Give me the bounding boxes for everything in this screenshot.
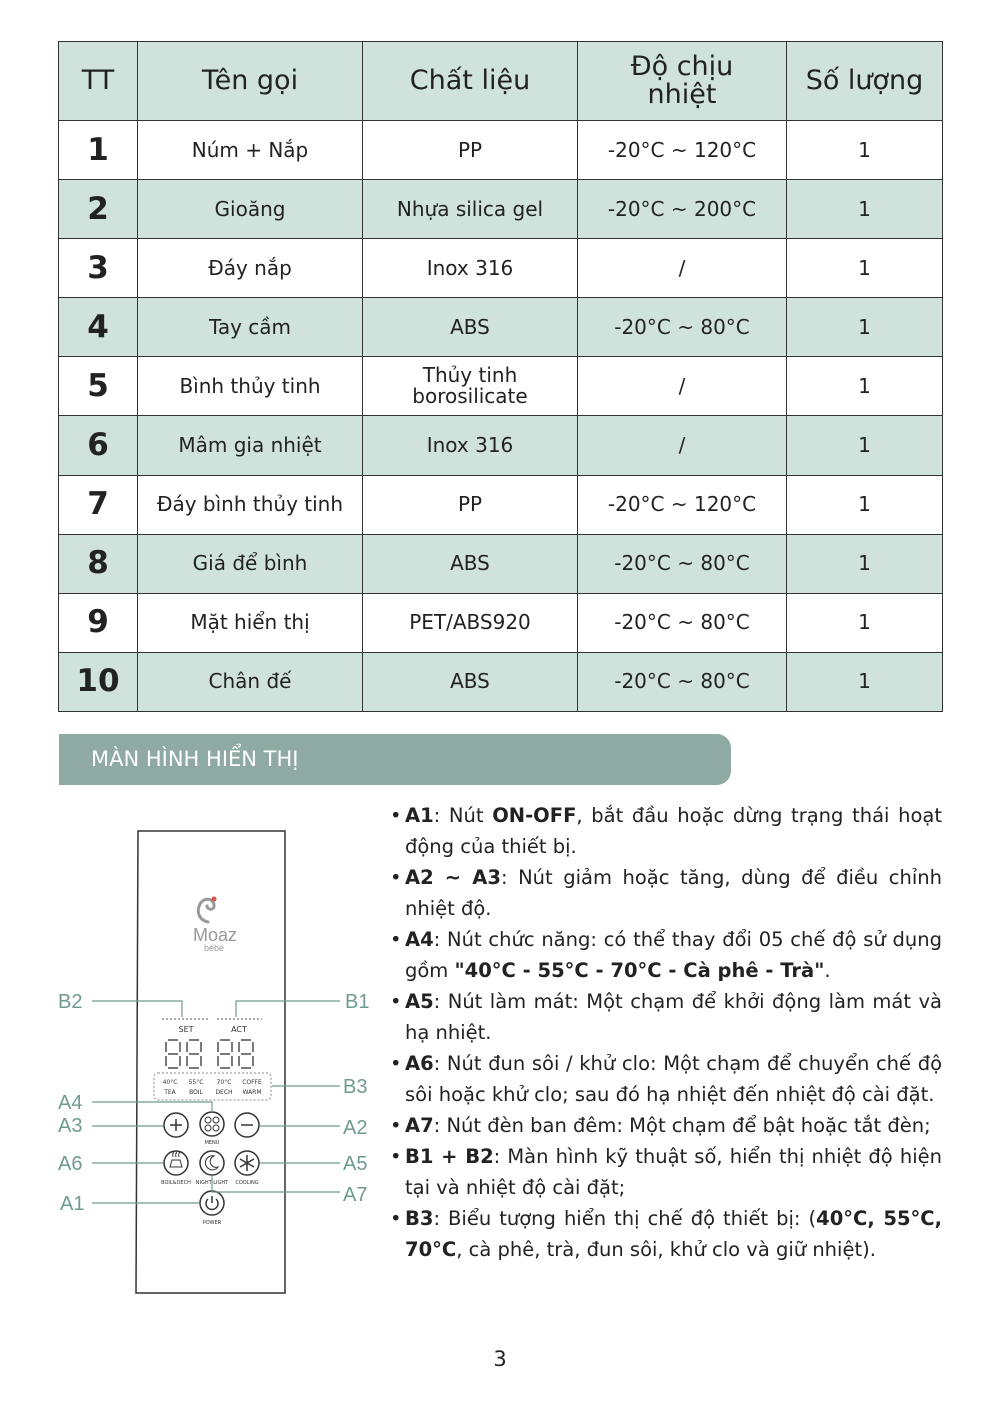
mode-label: DECH (215, 1089, 233, 1096)
callout-a1: A1 (60, 1193, 85, 1215)
text: : Nút chức năng: có thể thay đổi 05 chế độ sử dụng gồm (405, 928, 942, 982)
bold-text: A1 (405, 804, 434, 827)
table-row (59, 180, 943, 239)
function-list (388, 800, 942, 1265)
function-item (388, 1048, 942, 1110)
table-row (59, 652, 943, 711)
cell-material: PP (363, 121, 578, 180)
text: : Nút đun sôi / khử clo: Một chạm để chuyển chế độ sôi hoặc khử clo; sau đó hạ nhiệt đến nhiệt độ cài đặt. (405, 1052, 942, 1106)
power-label: POWER (202, 1220, 222, 1226)
menu-icon[interactable] (200, 1112, 224, 1136)
header-name: Tên gọi (138, 42, 363, 121)
cell-heat: -20°C ~ 80°C (578, 534, 787, 593)
mode-label: TEA (164, 1089, 176, 1096)
table-row (59, 357, 943, 416)
cell-name: Giá để bình (138, 534, 363, 593)
cell-tt: 9 (59, 593, 138, 652)
increase-button[interactable] (164, 1113, 188, 1137)
cell-heat: -20°C ~ 80°C (578, 593, 787, 652)
bold-text: "40°C - 55°C - 70°C - Cà phê - Trà" (454, 959, 825, 982)
cell-name: Tay cầm (138, 298, 363, 357)
cell-qty: 1 (787, 593, 943, 652)
callout-a2: A2 (343, 1117, 368, 1139)
cell-material: PET/ABS920 (363, 593, 578, 652)
callout-a3: A3 (58, 1115, 83, 1137)
cell-qty: 1 (787, 416, 943, 475)
logo-heart-icon (212, 897, 217, 902)
cell-tt: 6 (59, 416, 138, 475)
night-light-button[interactable] (200, 1151, 224, 1175)
decrease-button[interactable] (235, 1113, 259, 1137)
panel-svg (0, 800, 380, 1310)
function-item (388, 1203, 942, 1265)
bold-text: B3 (405, 1207, 434, 1230)
cell-heat: -20°C ~ 80°C (578, 652, 787, 711)
page-number: 3 (493, 1347, 507, 1371)
cell-material: ABS (363, 298, 578, 357)
text: : Nút đèn ban đêm: Một chạm để bật hoặc tắt đèn; (433, 1114, 931, 1137)
bold-text: A5 (405, 990, 434, 1013)
cell-name: Núm + Nắp (138, 121, 363, 180)
table-row (59, 121, 943, 180)
cell-material: ABS (363, 534, 578, 593)
bold-text: A6 (405, 1052, 434, 1075)
callout-a6: A6 (58, 1153, 83, 1175)
cell-material: Inox 316 (363, 416, 578, 475)
bold-text: 40°C, 55°C, 70°C (405, 1207, 942, 1261)
cooling-label: COOLING (235, 1180, 259, 1186)
cell-material: PP (363, 475, 578, 534)
cell-name: Chân đế (138, 652, 363, 711)
cell-name: Gioăng (138, 180, 363, 239)
cell-qty: 1 (787, 475, 943, 534)
table-row (59, 475, 943, 534)
menu-button[interactable] (200, 1112, 224, 1136)
table-row (59, 239, 943, 298)
menu-label: MENU (204, 1140, 220, 1146)
callout-a4: A4 (58, 1092, 83, 1114)
cell-name: Đáy nắp (138, 239, 363, 298)
cell-heat: / (578, 239, 787, 298)
set-label: SET (178, 1025, 194, 1034)
cell-qty: 1 (787, 121, 943, 180)
text: , cà phê, trà, đun sôi, khử clo và giữ nhiệt). (456, 1238, 876, 1261)
header-qty: Số lượng (787, 42, 943, 121)
callout-b2: B2 (58, 991, 83, 1013)
table-row (59, 416, 943, 475)
cell-qty: 1 (787, 357, 943, 416)
cell-material: Inox 316 (363, 239, 578, 298)
logo-sub: bébé (203, 943, 225, 953)
cell-qty: 1 (787, 298, 943, 357)
boil-dech-button[interactable] (164, 1151, 188, 1175)
cell-tt: 5 (59, 357, 138, 416)
cell-tt: 7 (59, 475, 138, 534)
bold-text: A7 (405, 1114, 434, 1137)
cell-material: ABS (363, 652, 578, 711)
act-label: ACT (231, 1025, 247, 1034)
cell-tt: 8 (59, 534, 138, 593)
cell-name: Mặt hiển thị (138, 593, 363, 652)
text: : Nút (433, 804, 493, 827)
moon-icon[interactable] (200, 1151, 224, 1175)
mode-label: BOIL (189, 1089, 203, 1096)
cell-tt: 2 (59, 180, 138, 239)
function-item (388, 800, 942, 862)
mode-label: WARM (242, 1089, 262, 1096)
mode-label: COFFE (242, 1079, 262, 1086)
bold-text: B1 + B2 (405, 1145, 494, 1168)
callout-b1: B1 (345, 991, 370, 1013)
cell-heat: -20°C ~ 200°C (578, 180, 787, 239)
mode-label: 70°C (216, 1079, 232, 1086)
cell-material: Thủy tinh borosilicate (363, 357, 578, 416)
cell-heat: -20°C ~ 120°C (578, 121, 787, 180)
night-light-label: NIGHT LIGHT (195, 1180, 229, 1186)
function-item (388, 862, 942, 924)
cell-qty: 1 (787, 652, 943, 711)
power-button[interactable] (200, 1191, 224, 1215)
text: . (824, 959, 831, 982)
bold-text: ON-OFF (492, 804, 577, 827)
cell-tt: 3 (59, 239, 138, 298)
header-material: Chất liệu (363, 42, 578, 121)
mode-label: 40°C (162, 1079, 178, 1086)
text: : Nút làm mát: Một chạm để khởi động làm mát và hạ nhiệt. (405, 990, 942, 1044)
text: : Biểu tượng hiển thị chế độ thiết bị: ( (433, 1207, 817, 1230)
cell-heat: / (578, 416, 787, 475)
cell-heat: -20°C ~ 80°C (578, 298, 787, 357)
cell-qty: 1 (787, 239, 943, 298)
function-item (388, 924, 942, 986)
table-row (59, 298, 943, 357)
callout-a7: A7 (343, 1184, 368, 1206)
cell-material: Nhựa silica gel (363, 180, 578, 239)
boil-dech-label: BOIL&DECH (161, 1180, 191, 1186)
callout-b3: B3 (343, 1076, 368, 1098)
callout-a5: A5 (343, 1153, 368, 1175)
bold-text: A4 (405, 928, 434, 951)
table-row (59, 593, 943, 652)
cell-heat: -20°C ~ 120°C (578, 475, 787, 534)
cell-tt: 10 (59, 652, 138, 711)
cell-qty: 1 (787, 534, 943, 593)
function-item (388, 1141, 942, 1203)
cell-name: Mâm gia nhiệt (138, 416, 363, 475)
mode-label: 55°C (188, 1079, 204, 1086)
cell-qty: 1 (787, 180, 943, 239)
function-item (388, 1110, 942, 1141)
cell-name: Đáy bình thủy tinh (138, 475, 363, 534)
header-tt: TT (59, 42, 138, 121)
text: : Màn hình kỹ thuật số, hiển thị nhiệt độ hiện tại và nhiệt độ cài đặt; (405, 1145, 943, 1199)
table-header-row (59, 42, 943, 121)
text: : Nút giảm hoặc tăng, dùng để điều chỉnh nhiệt độ. (405, 866, 942, 920)
cooling-button[interactable] (235, 1151, 259, 1175)
cell-heat: / (578, 357, 787, 416)
header-heat: Độ chịu nhiệt (578, 42, 787, 121)
text: , bắt đầu hoặc dừng trạng thái hoạt động của thiết bị. (405, 804, 942, 858)
cell-name: Bình thủy tinh (138, 357, 363, 416)
table-row (59, 534, 943, 593)
bold-text: A2 ~ A3 (405, 866, 501, 889)
parts-table (58, 41, 943, 712)
logo-main: Moaz (192, 925, 238, 945)
function-item (388, 986, 942, 1048)
section-title: MÀN HÌNH HIỂN THỊ (59, 734, 731, 785)
cell-tt: 1 (59, 121, 138, 180)
table-body (59, 121, 943, 712)
control-panel-diagram (0, 800, 380, 1310)
cell-tt: 4 (59, 298, 138, 357)
